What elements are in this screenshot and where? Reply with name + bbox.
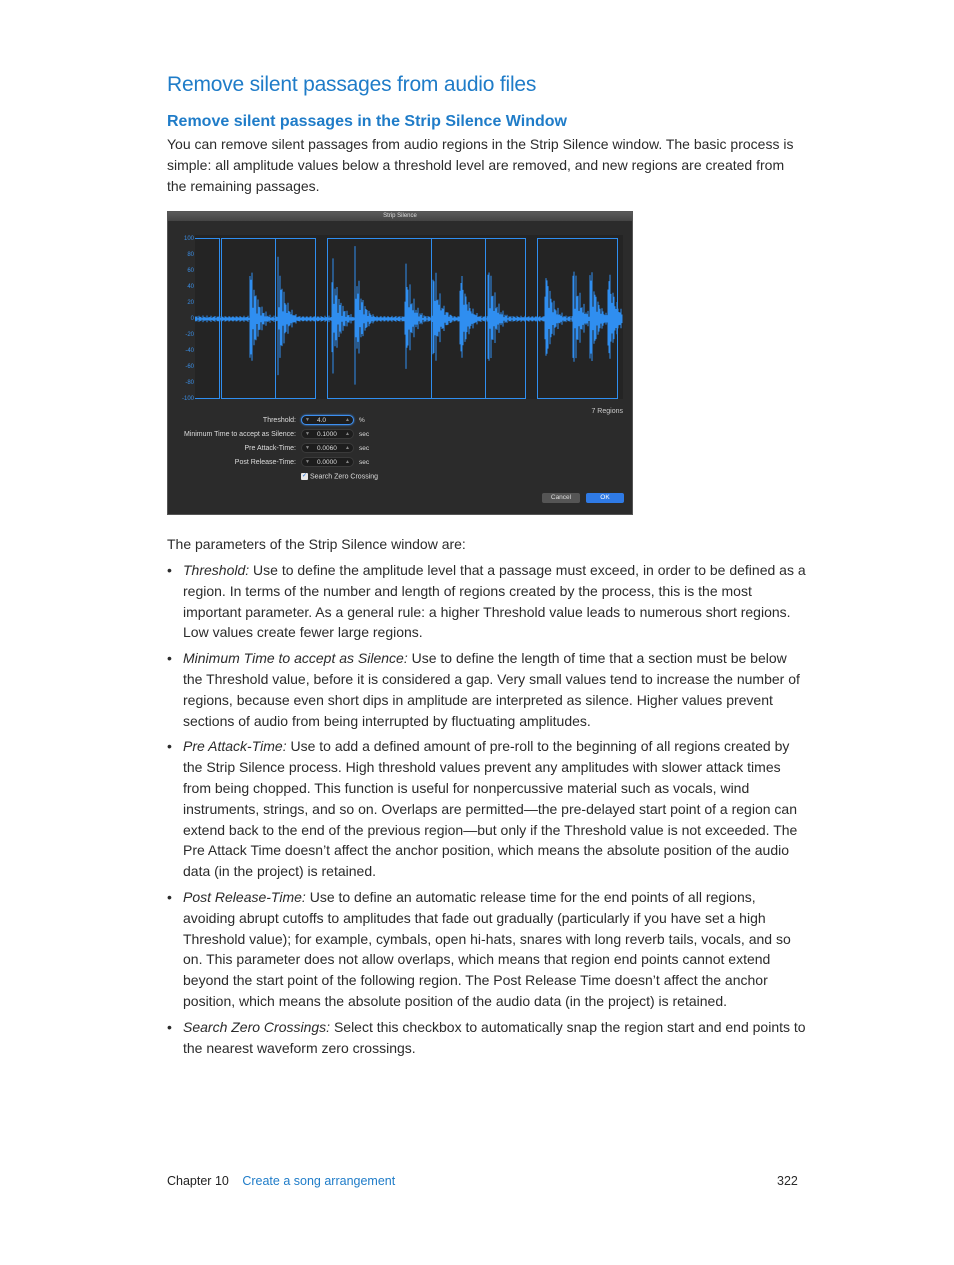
window-title: Strip Silence: [168, 212, 632, 221]
description: Use to define an automatic release time for the end points of all regions, avoiding abrupt cutoffs to amplitudes that fade out gradually (particularly if you have set a high Threshold value); for example, cymbals, open hi-hats, snares with long reverb tails, vocals, and so on. This parameter does not allow overlaps, which means that region end points cannot extend beyond the start point of the following region. The Post Release Time doesn’t affect the anchor position, which means the absolute position of the audio data (in the project) is retained.: [183, 888, 791, 1009]
threshold-row: [168, 415, 634, 427]
waveform-display: [195, 235, 623, 399]
strip-silence-window: [167, 211, 633, 515]
post-release-label: Post Release-Time:: [234, 459, 296, 466]
post-release-unit: sec: [359, 459, 370, 466]
section-heading: Remove silent passages in the Strip Silence Window: [167, 113, 567, 130]
parameter-list: [167, 560, 807, 1063]
chapter-link[interactable]: Create a song arrangement: [242, 1174, 396, 1188]
pre-attack-label: Pre Attack-Time:: [244, 445, 296, 452]
bullet-icon: •: [167, 1018, 172, 1035]
chapter-number: Chapter 10: [167, 1174, 229, 1188]
pre-attack-stepper[interactable]: [301, 443, 354, 453]
term: Minimum Time to accept as Silence:: [183, 650, 408, 667]
increment-icon[interactable]: ▲: [345, 431, 350, 437]
bullet-icon: •: [167, 738, 172, 755]
post-release-row: [168, 457, 634, 469]
decrement-icon[interactable]: ▼: [305, 459, 310, 465]
min-time-value: 0.1000: [317, 431, 337, 438]
decrement-icon[interactable]: ▼: [305, 445, 310, 451]
list-item: [167, 648, 807, 731]
pre-attack-value: 0.0060: [317, 445, 337, 452]
pre-attack-row: [168, 443, 634, 455]
decrement-icon[interactable]: ▼: [305, 431, 310, 437]
page-heading: Remove silent passages from audio files: [167, 73, 537, 96]
footer-chapter: [167, 1174, 395, 1188]
axis-tick-label: -20: [185, 332, 194, 338]
list-item: [167, 560, 807, 643]
axis-tick-label: -60: [185, 364, 194, 370]
description: Use to define the amplitude level that a passage must exceed, in order to be defined as a region. In terms of the number and length of regions created by the process, this is the most important parameter. As a general rule: a higher Threshold value leads to numerous short regions. Low values create fewer large regions.: [183, 562, 806, 641]
axis-tick-label: 20: [187, 300, 194, 306]
bullet-icon: •: [167, 888, 172, 905]
bullet-icon: •: [167, 650, 172, 667]
threshold-unit: %: [359, 417, 365, 424]
min-time-label: Minimum Time to accept as Silence:: [183, 431, 296, 438]
term: Pre Attack-Time:: [183, 738, 287, 755]
decrement-icon[interactable]: ▼: [305, 417, 310, 423]
zero-crossing-option[interactable]: [301, 473, 378, 480]
min-time-stepper[interactable]: [301, 429, 354, 439]
increment-icon[interactable]: ▲: [345, 417, 350, 423]
threshold-stepper[interactable]: [301, 415, 354, 425]
axis-tick-label: 0: [190, 316, 194, 322]
min-time-unit: sec: [359, 431, 370, 438]
page-number: 322: [777, 1174, 798, 1188]
description: Use to add a defined amount of pre-roll to the beginning of all regions created by the Strip Silence process. High threshold values prevent any amplitudes with slower attack times from being chopped. This function is useful for nonpercussive material such as vocals, wind instruments, strings, and so on. Overlaps are permitted—the pre-delayed start point of a region can extend back to the end of the previous region—but only if the Threshold value is not exceeded. The Pre Attack Time doesn’t affect the anchor position, which means the absolute position of the audio data (in the project) is retained.: [183, 738, 798, 880]
axis-tick-label: 60: [187, 268, 194, 274]
axis-tick-label: -40: [185, 348, 194, 354]
threshold-value: 4.0: [317, 417, 327, 424]
zero-crossing-label: Search Zero Crossing: [309, 473, 379, 481]
list-item: [167, 887, 807, 1012]
description: Select this checkbox to automatically snap the region start and end points to the nearest waveform zero crossings.: [183, 1018, 806, 1056]
bullet-icon: •: [167, 562, 172, 578]
axis-tick-label: 40: [187, 284, 194, 290]
ok-button[interactable]: OK: [586, 493, 624, 503]
description: Use to define the length of time that a section must be below the Threshold value, before it is considered a gap. Very small values tend to increase the number of regions, because even short dips in amplitude are interpreted as silence. Higher values prevent sections of audio from being interrupted by fluctuating amplitudes.: [183, 650, 800, 729]
axis-tick-label: -100: [181, 396, 194, 402]
threshold-label: Threshold:: [262, 417, 296, 424]
increment-icon[interactable]: ▲: [345, 445, 350, 451]
term: Search Zero Crossings:: [183, 1018, 331, 1035]
axis-tick-label: -80: [185, 380, 194, 386]
min-time-row: [168, 429, 634, 441]
post-release-stepper[interactable]: [301, 457, 354, 467]
axis-tick-label: 100: [183, 236, 194, 242]
zero-crossing-checkbox[interactable]: ✓: [301, 473, 308, 479]
increment-icon[interactable]: ▲: [345, 459, 350, 465]
pre-attack-unit: sec: [359, 445, 370, 452]
post-release-value: 0.0000: [317, 459, 337, 466]
params-intro: The parameters of the Strip Silence window are:: [167, 536, 466, 552]
list-item: [167, 736, 807, 882]
regions-count: 7 Regions: [591, 408, 623, 415]
intro-paragraph: You can remove silent passages from audio regions in the Strip Silence window. The basic process is simple: all amplitude values below a threshold level are removed, and new regions are created from the remaining passages.: [167, 136, 794, 194]
term: Threshold:: [183, 562, 250, 578]
cancel-button[interactable]: Cancel: [542, 493, 580, 503]
list-item: [167, 1017, 807, 1059]
term: Post Release-Time:: [183, 888, 306, 905]
axis-tick-label: 80: [187, 252, 194, 258]
